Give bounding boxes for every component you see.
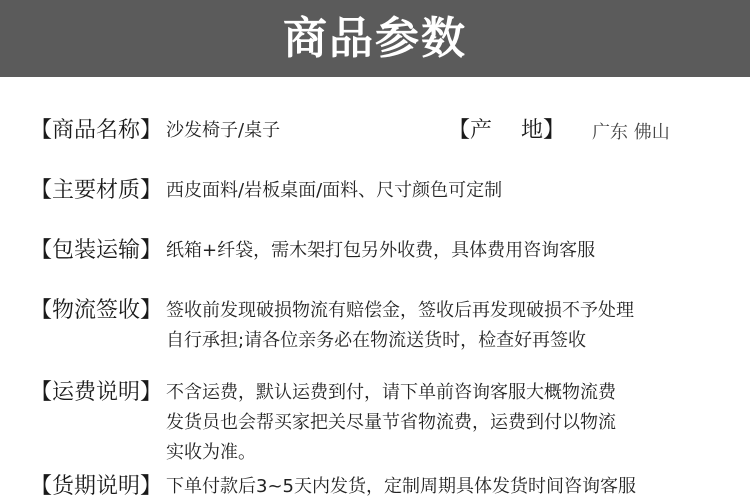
param-value-line: 纸箱+纤袋，需木架打包另外收费，具体费用咨询客服 xyxy=(166,240,596,261)
param-value-logistics xyxy=(166,296,634,356)
page-title: 商品参数 xyxy=(283,12,467,64)
param-row-logistics xyxy=(30,296,634,356)
param-label-packaging: 【包装运输】 xyxy=(30,238,163,263)
param-label-shipping: 【运费说明】 xyxy=(30,380,163,405)
param-value-line: 西皮面料/岩板桌面/面料、尺寸颜色可定制 xyxy=(166,180,503,201)
header-banner xyxy=(0,0,750,77)
param-value-line: 下单付款后3~5天内发货，定制周期具体发货时间咨询客服 xyxy=(166,476,636,497)
param-value-line: 自行承担;请各位亲务必在物流送货时，检查好再签收 xyxy=(166,330,587,351)
param-label-origin: 【产 地】 xyxy=(448,118,565,143)
param-label-material: 【主要材质】 xyxy=(30,178,163,203)
param-value-packaging xyxy=(166,236,595,266)
param-value-material xyxy=(166,176,502,206)
param-value-line: 签收前发现破损物流有赔偿金，签收后再发现破损不予处理 xyxy=(166,300,634,321)
param-value-line: 发货员也会帮买家把关尽量节省物流费，运费到付以物流 xyxy=(166,412,616,433)
param-value-line: 沙发椅子/桌子 xyxy=(166,120,281,141)
param-value-origin: 广东 佛山 xyxy=(592,122,670,143)
param-label-logistics: 【物流签收】 xyxy=(30,298,163,323)
param-value-line: 不含运费，默认运费到付，请下单前咨询客服大概物流费 xyxy=(166,382,616,403)
param-row-name xyxy=(30,116,280,146)
param-value-name xyxy=(166,116,280,146)
param-value-shipping xyxy=(166,378,616,468)
param-value-line: 实收为准。 xyxy=(166,442,256,463)
param-row-shipping xyxy=(30,378,616,468)
param-row-packaging xyxy=(30,236,595,266)
param-label-delivery: 【货期说明】 xyxy=(30,474,163,499)
param-row-material xyxy=(30,176,502,206)
param-value-delivery xyxy=(166,472,636,502)
param-label-name: 【商品名称】 xyxy=(30,118,163,143)
param-row-delivery xyxy=(30,472,636,502)
